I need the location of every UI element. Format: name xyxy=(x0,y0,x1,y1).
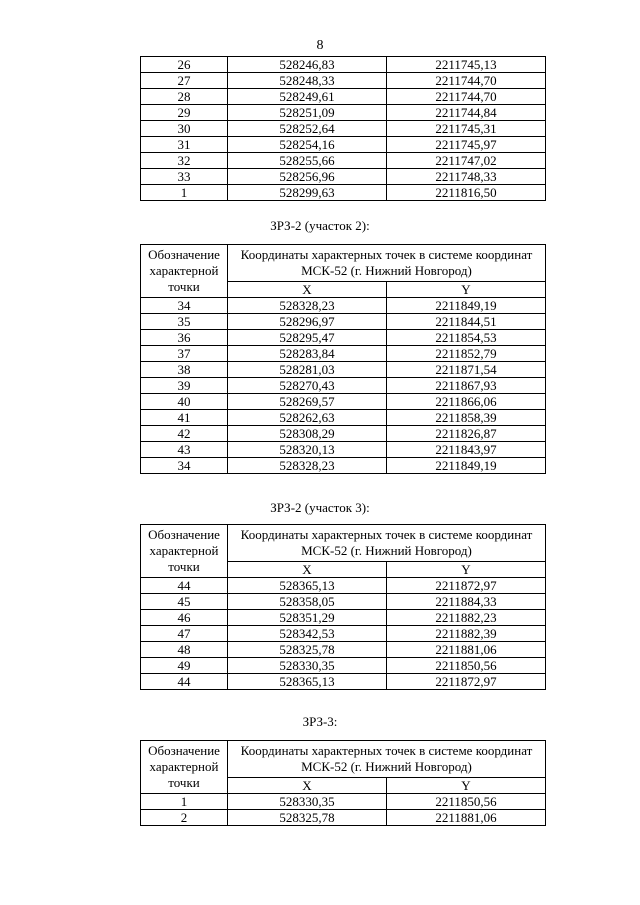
x-coordinate-cell: 528249,61 xyxy=(228,89,387,105)
table-row xyxy=(141,378,546,394)
point-number-cell: 34 xyxy=(141,458,228,474)
point-number-cell: 28 xyxy=(141,89,228,105)
point-label-header: Обозначение характерной точки xyxy=(141,741,228,794)
x-column-header: X xyxy=(228,562,387,578)
point-number-cell: 49 xyxy=(141,658,228,674)
coordinates-table-zrz2-part2 xyxy=(140,244,546,474)
table-row xyxy=(141,810,546,826)
x-coordinate-cell: 528255,66 xyxy=(228,153,387,169)
y-column-header: Y xyxy=(387,562,546,578)
point-number-cell: 32 xyxy=(141,153,228,169)
table-row xyxy=(141,73,546,89)
table-row xyxy=(141,410,546,426)
table-row xyxy=(141,442,546,458)
x-coordinate-cell: 528325,78 xyxy=(228,810,387,826)
y-coordinate-cell: 2211884,33 xyxy=(387,594,546,610)
point-number-cell: 40 xyxy=(141,394,228,410)
y-coordinate-cell: 2211849,19 xyxy=(387,458,546,474)
table-row xyxy=(141,362,546,378)
table-row xyxy=(141,394,546,410)
point-number-cell: 33 xyxy=(141,169,228,185)
point-number-cell: 39 xyxy=(141,378,228,394)
table-row xyxy=(141,314,546,330)
y-coordinate-cell: 2211844,51 xyxy=(387,314,546,330)
table-row xyxy=(141,610,546,626)
point-label-header: Обозначение характерной точки xyxy=(141,525,228,578)
x-coordinate-cell: 528365,13 xyxy=(228,578,387,594)
y-coordinate-cell: 2211816,50 xyxy=(387,185,546,201)
x-coordinate-cell: 528281,03 xyxy=(228,362,387,378)
x-coordinate-cell: 528246,83 xyxy=(228,57,387,73)
table-row xyxy=(141,674,546,690)
table-row xyxy=(141,57,546,73)
table-row xyxy=(141,658,546,674)
point-number-cell: 42 xyxy=(141,426,228,442)
y-coordinate-cell: 2211745,97 xyxy=(387,137,546,153)
y-coordinate-cell: 2211826,87 xyxy=(387,426,546,442)
y-coordinate-cell: 2211881,06 xyxy=(387,810,546,826)
coordinates-table-zrz2-part3 xyxy=(140,524,546,690)
coordinates-table-continued xyxy=(140,56,546,201)
table-header xyxy=(141,525,546,578)
table-row xyxy=(141,89,546,105)
table-header xyxy=(141,245,546,298)
coord-system-header: Координаты характерных точек в системе координат МСК-52 (г. Нижний Новгород) xyxy=(228,245,546,282)
coord-system-header: Координаты характерных точек в системе координат МСК-52 (г. Нижний Новгород) xyxy=(228,525,546,562)
section-caption-zrz2-part3: ЗРЗ-2 (участок 3): xyxy=(270,500,370,515)
x-coordinate-cell: 528351,29 xyxy=(228,610,387,626)
section-caption-zrz3: ЗРЗ-3: xyxy=(302,714,338,729)
y-coordinate-cell: 2211871,54 xyxy=(387,362,546,378)
y-coordinate-cell: 2211854,53 xyxy=(387,330,546,346)
y-column-header: Y xyxy=(387,778,546,794)
y-column-header: Y xyxy=(387,282,546,298)
y-coordinate-cell: 2211745,31 xyxy=(387,121,546,137)
x-coordinate-cell: 528325,78 xyxy=(228,642,387,658)
point-label-header: Обозначение характерной точки xyxy=(141,245,228,298)
y-coordinate-cell: 2211744,70 xyxy=(387,89,546,105)
point-number-cell: 2 xyxy=(141,810,228,826)
point-number-cell: 44 xyxy=(141,674,228,690)
y-coordinate-cell: 2211872,97 xyxy=(387,578,546,594)
point-number-cell: 47 xyxy=(141,626,228,642)
table-row xyxy=(141,298,546,314)
table-row xyxy=(141,185,546,201)
table-row xyxy=(141,642,546,658)
y-coordinate-cell: 2211843,97 xyxy=(387,442,546,458)
point-number-cell: 41 xyxy=(141,410,228,426)
y-coordinate-cell: 2211881,06 xyxy=(387,642,546,658)
y-coordinate-cell: 2211744,84 xyxy=(387,105,546,121)
y-coordinate-cell: 2211858,39 xyxy=(387,410,546,426)
y-coordinate-cell: 2211849,19 xyxy=(387,298,546,314)
x-coordinate-cell: 528328,23 xyxy=(228,298,387,314)
y-coordinate-cell: 2211850,56 xyxy=(387,794,546,810)
x-coordinate-cell: 528320,13 xyxy=(228,442,387,458)
y-coordinate-cell: 2211748,33 xyxy=(387,169,546,185)
table-row xyxy=(141,594,546,610)
x-coordinate-cell: 528256,96 xyxy=(228,169,387,185)
table-header xyxy=(141,741,546,794)
y-coordinate-cell: 2211882,23 xyxy=(387,610,546,626)
x-coordinate-cell: 528330,35 xyxy=(228,794,387,810)
point-number-cell: 30 xyxy=(141,121,228,137)
point-number-cell: 46 xyxy=(141,610,228,626)
x-coordinate-cell: 528296,97 xyxy=(228,314,387,330)
table-row xyxy=(141,578,546,594)
point-number-cell: 31 xyxy=(141,137,228,153)
point-number-cell: 27 xyxy=(141,73,228,89)
x-column-header: X xyxy=(228,778,387,794)
table-body xyxy=(141,57,546,201)
x-coordinate-cell: 528299,63 xyxy=(228,185,387,201)
y-coordinate-cell: 2211850,56 xyxy=(387,658,546,674)
coordinates-table-zrz3 xyxy=(140,740,546,826)
x-coordinate-cell: 528262,63 xyxy=(228,410,387,426)
y-coordinate-cell: 2211745,13 xyxy=(387,57,546,73)
point-number-cell: 44 xyxy=(141,578,228,594)
x-coordinate-cell: 528270,43 xyxy=(228,378,387,394)
x-coordinate-cell: 528295,47 xyxy=(228,330,387,346)
y-coordinate-cell: 2211747,02 xyxy=(387,153,546,169)
coord-system-header: Координаты характерных точек в системе координат МСК-52 (г. Нижний Новгород) xyxy=(228,741,546,778)
table-row xyxy=(141,426,546,442)
x-coordinate-cell: 528283,84 xyxy=(228,346,387,362)
x-coordinate-cell: 528269,57 xyxy=(228,394,387,410)
table-row xyxy=(141,458,546,474)
y-coordinate-cell: 2211867,93 xyxy=(387,378,546,394)
table-body xyxy=(141,794,546,826)
x-coordinate-cell: 528252,64 xyxy=(228,121,387,137)
section-caption-zrz2-part2: ЗРЗ-2 (участок 2): xyxy=(270,218,370,233)
x-coordinate-cell: 528365,13 xyxy=(228,674,387,690)
x-coordinate-cell: 528342,53 xyxy=(228,626,387,642)
table-row xyxy=(141,137,546,153)
x-coordinate-cell: 528328,23 xyxy=(228,458,387,474)
y-coordinate-cell: 2211852,79 xyxy=(387,346,546,362)
point-number-cell: 45 xyxy=(141,594,228,610)
table-row xyxy=(141,121,546,137)
table-body xyxy=(141,578,546,690)
point-number-cell: 38 xyxy=(141,362,228,378)
point-number-cell: 29 xyxy=(141,105,228,121)
point-number-cell: 36 xyxy=(141,330,228,346)
page-number: 8 xyxy=(316,38,324,53)
table-row xyxy=(141,794,546,810)
x-coordinate-cell: 528358,05 xyxy=(228,594,387,610)
x-coordinate-cell: 528251,09 xyxy=(228,105,387,121)
point-number-cell: 37 xyxy=(141,346,228,362)
y-coordinate-cell: 2211882,39 xyxy=(387,626,546,642)
y-coordinate-cell: 2211744,70 xyxy=(387,73,546,89)
point-number-cell: 1 xyxy=(141,794,228,810)
x-coordinate-cell: 528248,33 xyxy=(228,73,387,89)
point-number-cell: 34 xyxy=(141,298,228,314)
point-number-cell: 26 xyxy=(141,57,228,73)
table-row xyxy=(141,346,546,362)
y-coordinate-cell: 2211872,97 xyxy=(387,674,546,690)
table-row xyxy=(141,626,546,642)
table-row xyxy=(141,330,546,346)
x-coordinate-cell: 528308,29 xyxy=(228,426,387,442)
x-coordinate-cell: 528330,35 xyxy=(228,658,387,674)
table-body xyxy=(141,298,546,474)
x-coordinate-cell: 528254,16 xyxy=(228,137,387,153)
table-row xyxy=(141,105,546,121)
point-number-cell: 1 xyxy=(141,185,228,201)
x-column-header: X xyxy=(228,282,387,298)
y-coordinate-cell: 2211866,06 xyxy=(387,394,546,410)
point-number-cell: 43 xyxy=(141,442,228,458)
point-number-cell: 48 xyxy=(141,642,228,658)
point-number-cell: 35 xyxy=(141,314,228,330)
table-row xyxy=(141,153,546,169)
table-row xyxy=(141,169,546,185)
